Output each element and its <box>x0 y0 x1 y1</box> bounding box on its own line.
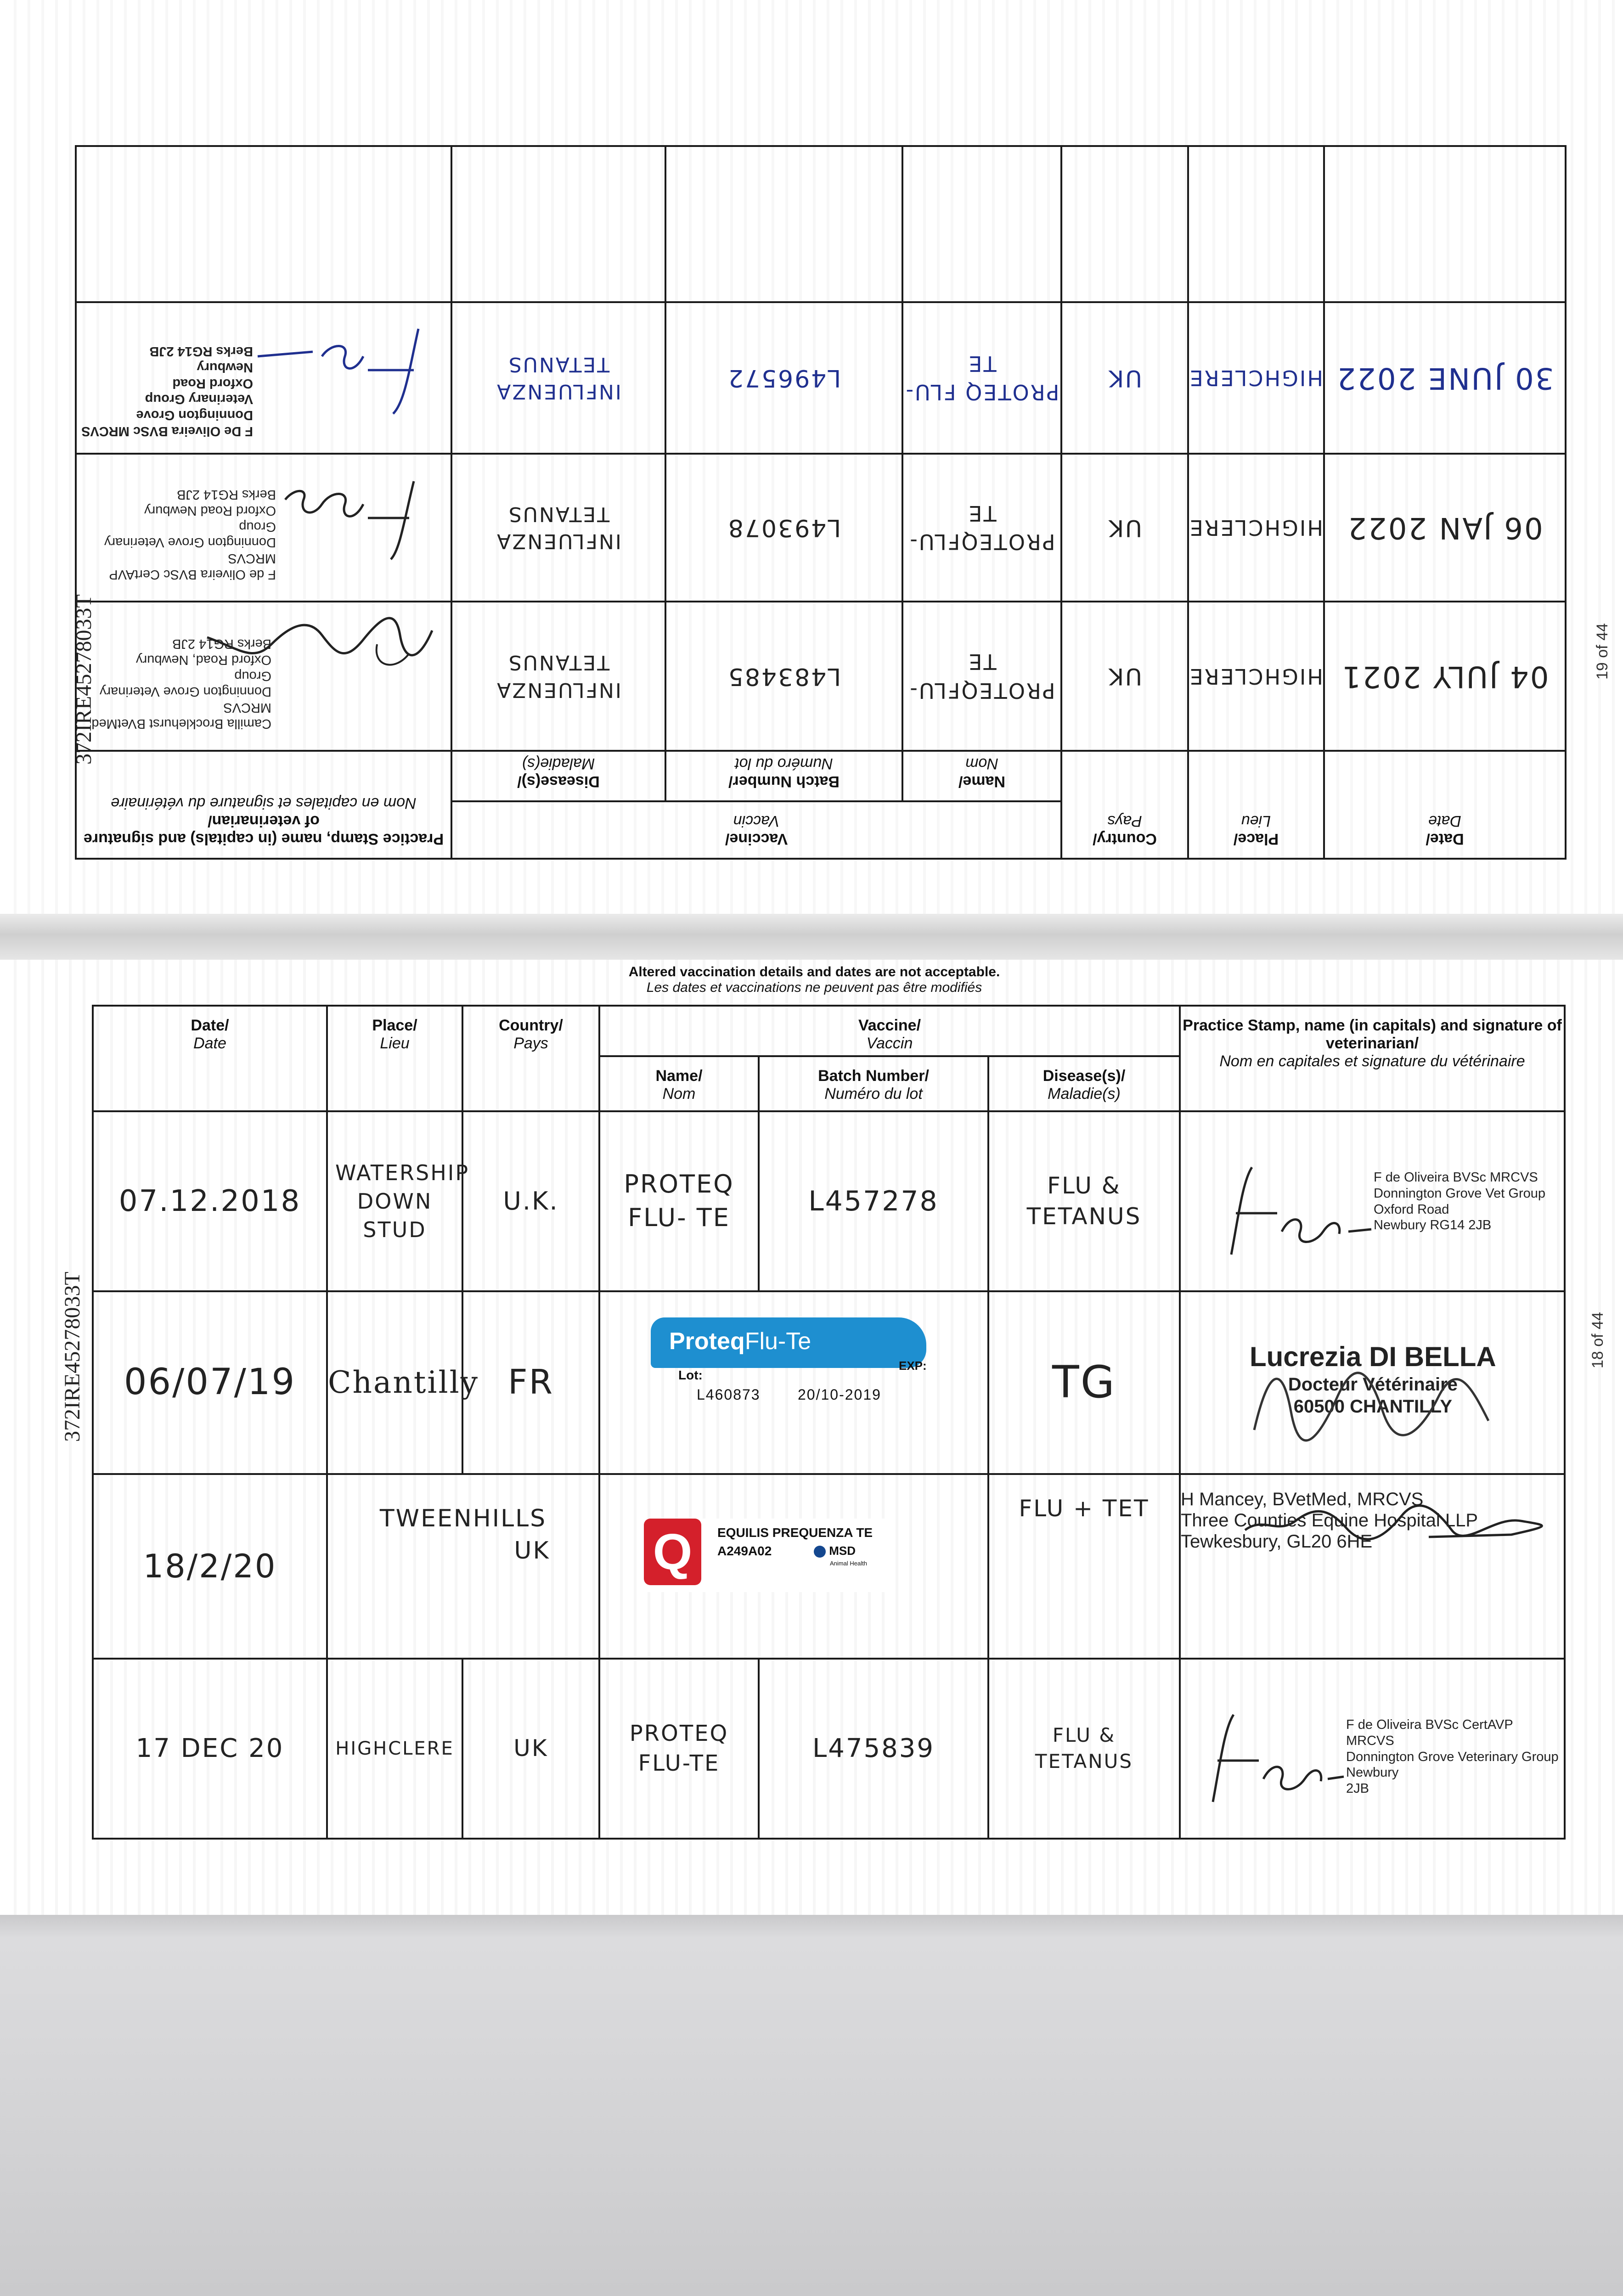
msd-icon <box>814 1546 826 1558</box>
vet-signature <box>253 315 437 425</box>
place-cell: HIGHCLERE <box>1188 302 1324 454</box>
lot-label: Lot: <box>678 1368 703 1382</box>
vaccine-name-cell: PROTEQFLU-TE <box>902 454 1061 602</box>
passport-id-bottom: 372IRE45278033T <box>60 1272 85 1442</box>
stamp-cell <box>76 454 451 602</box>
sticker-batch: A249A02 <box>717 1544 772 1558</box>
place-cell: Chantilly <box>327 1291 462 1474</box>
place-cell <box>1188 146 1324 302</box>
country-cell: UK <box>1061 454 1188 602</box>
table-row <box>76 302 1566 454</box>
table-row <box>93 1111 1565 1291</box>
table-row <box>76 454 1566 602</box>
proteq-sticker <box>651 1317 926 1409</box>
disease-header: Disease(s)/ Maladie(s) <box>988 1056 1180 1111</box>
country-cell <box>1061 146 1188 302</box>
stamp-cell <box>76 602 451 751</box>
place-cell: HIGHCLERE <box>1188 602 1324 751</box>
q-logo: Q <box>644 1519 701 1585</box>
msd-logo: MSD <box>814 1544 856 1558</box>
date-cell: 04 JULY 2021 <box>1324 602 1566 751</box>
stamp-cell <box>1180 1111 1565 1291</box>
vaccine-sticker-cell <box>599 1474 988 1659</box>
table-row <box>76 602 1566 751</box>
vaccine-name-cell: PROTEQ FLU-TE <box>902 302 1061 454</box>
table-row <box>76 146 1566 302</box>
page-number-bottom: 18 of 44 <box>1589 1312 1606 1368</box>
proteq-logo: ProteqFlu-Te <box>669 1328 812 1355</box>
date-cell: 06/07/19 <box>93 1291 327 1474</box>
batch-cell: L457278 <box>759 1111 988 1291</box>
date-cell: 07.12.2018 <box>93 1111 327 1291</box>
vaccine-header: Vaccine/ Vaccin <box>451 801 1061 859</box>
lot-value: L460873 <box>697 1386 761 1403</box>
vaccine-sticker-cell <box>599 1291 988 1474</box>
table-row <box>93 1474 1565 1659</box>
msd-subtitle: Animal Health <box>830 1560 867 1567</box>
country-header: Country/ Pays <box>1061 751 1188 859</box>
disease-cell: INFLUENZA TETANUS <box>451 454 665 602</box>
vet-stamp: Camilla Brocklehurst BVetMed MRCVS Donnington Grove Veterinary Group Oxford Road, Newbury Berks RG14 2JB <box>91 636 271 731</box>
vet-stamp: F de Oliveira BVSc MRCVS Donnington Grove Vet Group Oxford Road Newbury RG14 2JB <box>1374 1170 1546 1233</box>
exp-value: 20/10-2019 <box>798 1386 881 1403</box>
vaccine-name-cell: PROTEQ FLU-TE <box>599 1659 759 1839</box>
date-cell: 06 JAN 2022 <box>1324 454 1566 602</box>
place-text: TWEENHILLS <box>379 1505 547 1532</box>
passport-id-top: 372IRE45278033T <box>72 594 96 765</box>
place-header: Place/ Lieu <box>1188 751 1324 859</box>
top-vaccination-table <box>75 145 1567 860</box>
exp-label: EXP: <box>899 1359 927 1373</box>
bottom-page <box>14 960 1615 1915</box>
place-country-cell <box>327 1474 599 1659</box>
equilis-sticker <box>644 1519 892 1592</box>
batch-cell: L493078 <box>665 454 902 602</box>
date-header: Date/ Date <box>93 1006 327 1111</box>
place-cell: HIGHCLERE <box>327 1659 462 1839</box>
date-cell <box>1324 146 1566 302</box>
vet-signature <box>1236 1489 1557 1548</box>
vet-stamp: Lucrezia DI BELLA Docteur Vétérinaire 60500 CHANTILLY <box>1250 1341 1496 1417</box>
country-cell: U.K. <box>462 1111 599 1291</box>
top-page <box>14 0 1615 914</box>
disease-cell: FLU & TETANUS <box>988 1111 1180 1291</box>
vet-stamp: F de Oliveira BVSc CertAVP MRCVS Donnington Grove Veterinary Group Newbury 2JB <box>1346 1717 1559 1796</box>
batch-header: Batch Number/ Numéro du lot <box>759 1056 988 1111</box>
vaccine-name-cell: PROTEQFLU-TE <box>902 602 1061 751</box>
disease-header: Disease(s)/ Maladie(s) <box>451 751 665 801</box>
vet-signature <box>281 467 432 568</box>
stamp-cell <box>1180 1659 1565 1839</box>
name-header: Name/ Nom <box>599 1056 759 1111</box>
stamp-cell <box>76 146 451 302</box>
vet-signature <box>1199 1701 1346 1811</box>
vaccine-header: Vaccine/ Vaccin <box>599 1006 1180 1056</box>
date-cell: 17 DEC 20 <box>93 1659 327 1839</box>
disease-cell <box>451 146 665 302</box>
disease-cell: INFLUENZA TETANUS <box>451 302 665 454</box>
disease-cell: FLU + TET <box>988 1474 1180 1659</box>
vet-signature <box>1240 1343 1498 1448</box>
vet-stamp: F De Oliveira BVSc MRCVS Donnington Grove Veterinary Group Oxford Road Newbury Berks RG14 2JB <box>81 344 253 439</box>
disease-cell: INFLUENZA TETANUS <box>451 602 665 751</box>
batch-cell <box>665 146 902 302</box>
country-text: UK <box>514 1537 550 1565</box>
passport-cover <box>0 1915 1623 2296</box>
stamp-cell <box>1180 1474 1565 1659</box>
date-cell: 18/2/20 <box>93 1474 327 1659</box>
batch-cell: L496572 <box>665 302 902 454</box>
vaccine-name-cell: PROTEQ FLU- TE <box>599 1111 759 1291</box>
product-name: EQUILIS PREQUENZA TE <box>717 1525 873 1540</box>
stamp-cell <box>1180 1291 1565 1474</box>
vet-stamp: F de Oliveira BVSc CertAVP MRCVS Donnington Grove Veterinary Group Oxford Road Newbury Berks RG14 2JB <box>104 487 276 582</box>
country-header: Country/ Pays <box>462 1006 599 1111</box>
country-cell: UK <box>1061 302 1188 454</box>
disease-cell: FLU & TETANUS <box>988 1659 1180 1839</box>
vet-signature <box>1217 1154 1374 1264</box>
date-cell: 30 JUNE 2022 <box>1324 302 1566 454</box>
name-header: Name/ Nom <box>902 751 1061 801</box>
page-number-top: 19 of 44 <box>1594 623 1611 680</box>
place-header: Place/ Lieu <box>327 1006 462 1111</box>
table-row <box>93 1291 1565 1474</box>
top-page-rotated <box>14 0 1615 914</box>
page-fold <box>0 914 1623 960</box>
batch-cell: L475839 <box>759 1659 988 1839</box>
table-row <box>93 1659 1565 1839</box>
place-cell: WATERSHIP DOWN STUD <box>327 1111 462 1291</box>
vet-signature <box>198 608 437 681</box>
vet-stamp: H Mancey, BVetMed, MRCVS Three Counties Equine Hospital LLP Tewkesbury, GL20 6HE <box>1181 1489 1478 1552</box>
country-cell: UK <box>1061 602 1188 751</box>
bottom-vaccination-table <box>92 1005 1566 1840</box>
stamp-header: Practice Stamp, name (in capitals) and signature of veterinarian/ Nom en capitales et signature du vétérinaire <box>1180 1006 1565 1111</box>
vaccine-name-cell <box>902 146 1061 302</box>
batch-header: Batch Number/ Numéro du lot <box>665 751 902 801</box>
date-header: Date/ Date <box>1324 751 1566 859</box>
place-cell: HIGHCLERE <box>1188 454 1324 602</box>
batch-cell: L483485 <box>665 602 902 751</box>
country-cell: UK <box>462 1659 599 1839</box>
alteration-notice: Altered vaccination details and dates are not acceptable. Les dates et vaccinations ne peuvent pas être modifiés <box>628 964 1000 995</box>
stamp-header: Practice Stamp, name (in capitals) and signature of veterinarian/ Nom en capitales et signature du vétérinaire <box>76 751 451 859</box>
stamp-cell <box>76 302 451 454</box>
disease-cell: TG <box>988 1291 1180 1474</box>
country-cell: FR <box>462 1291 599 1474</box>
